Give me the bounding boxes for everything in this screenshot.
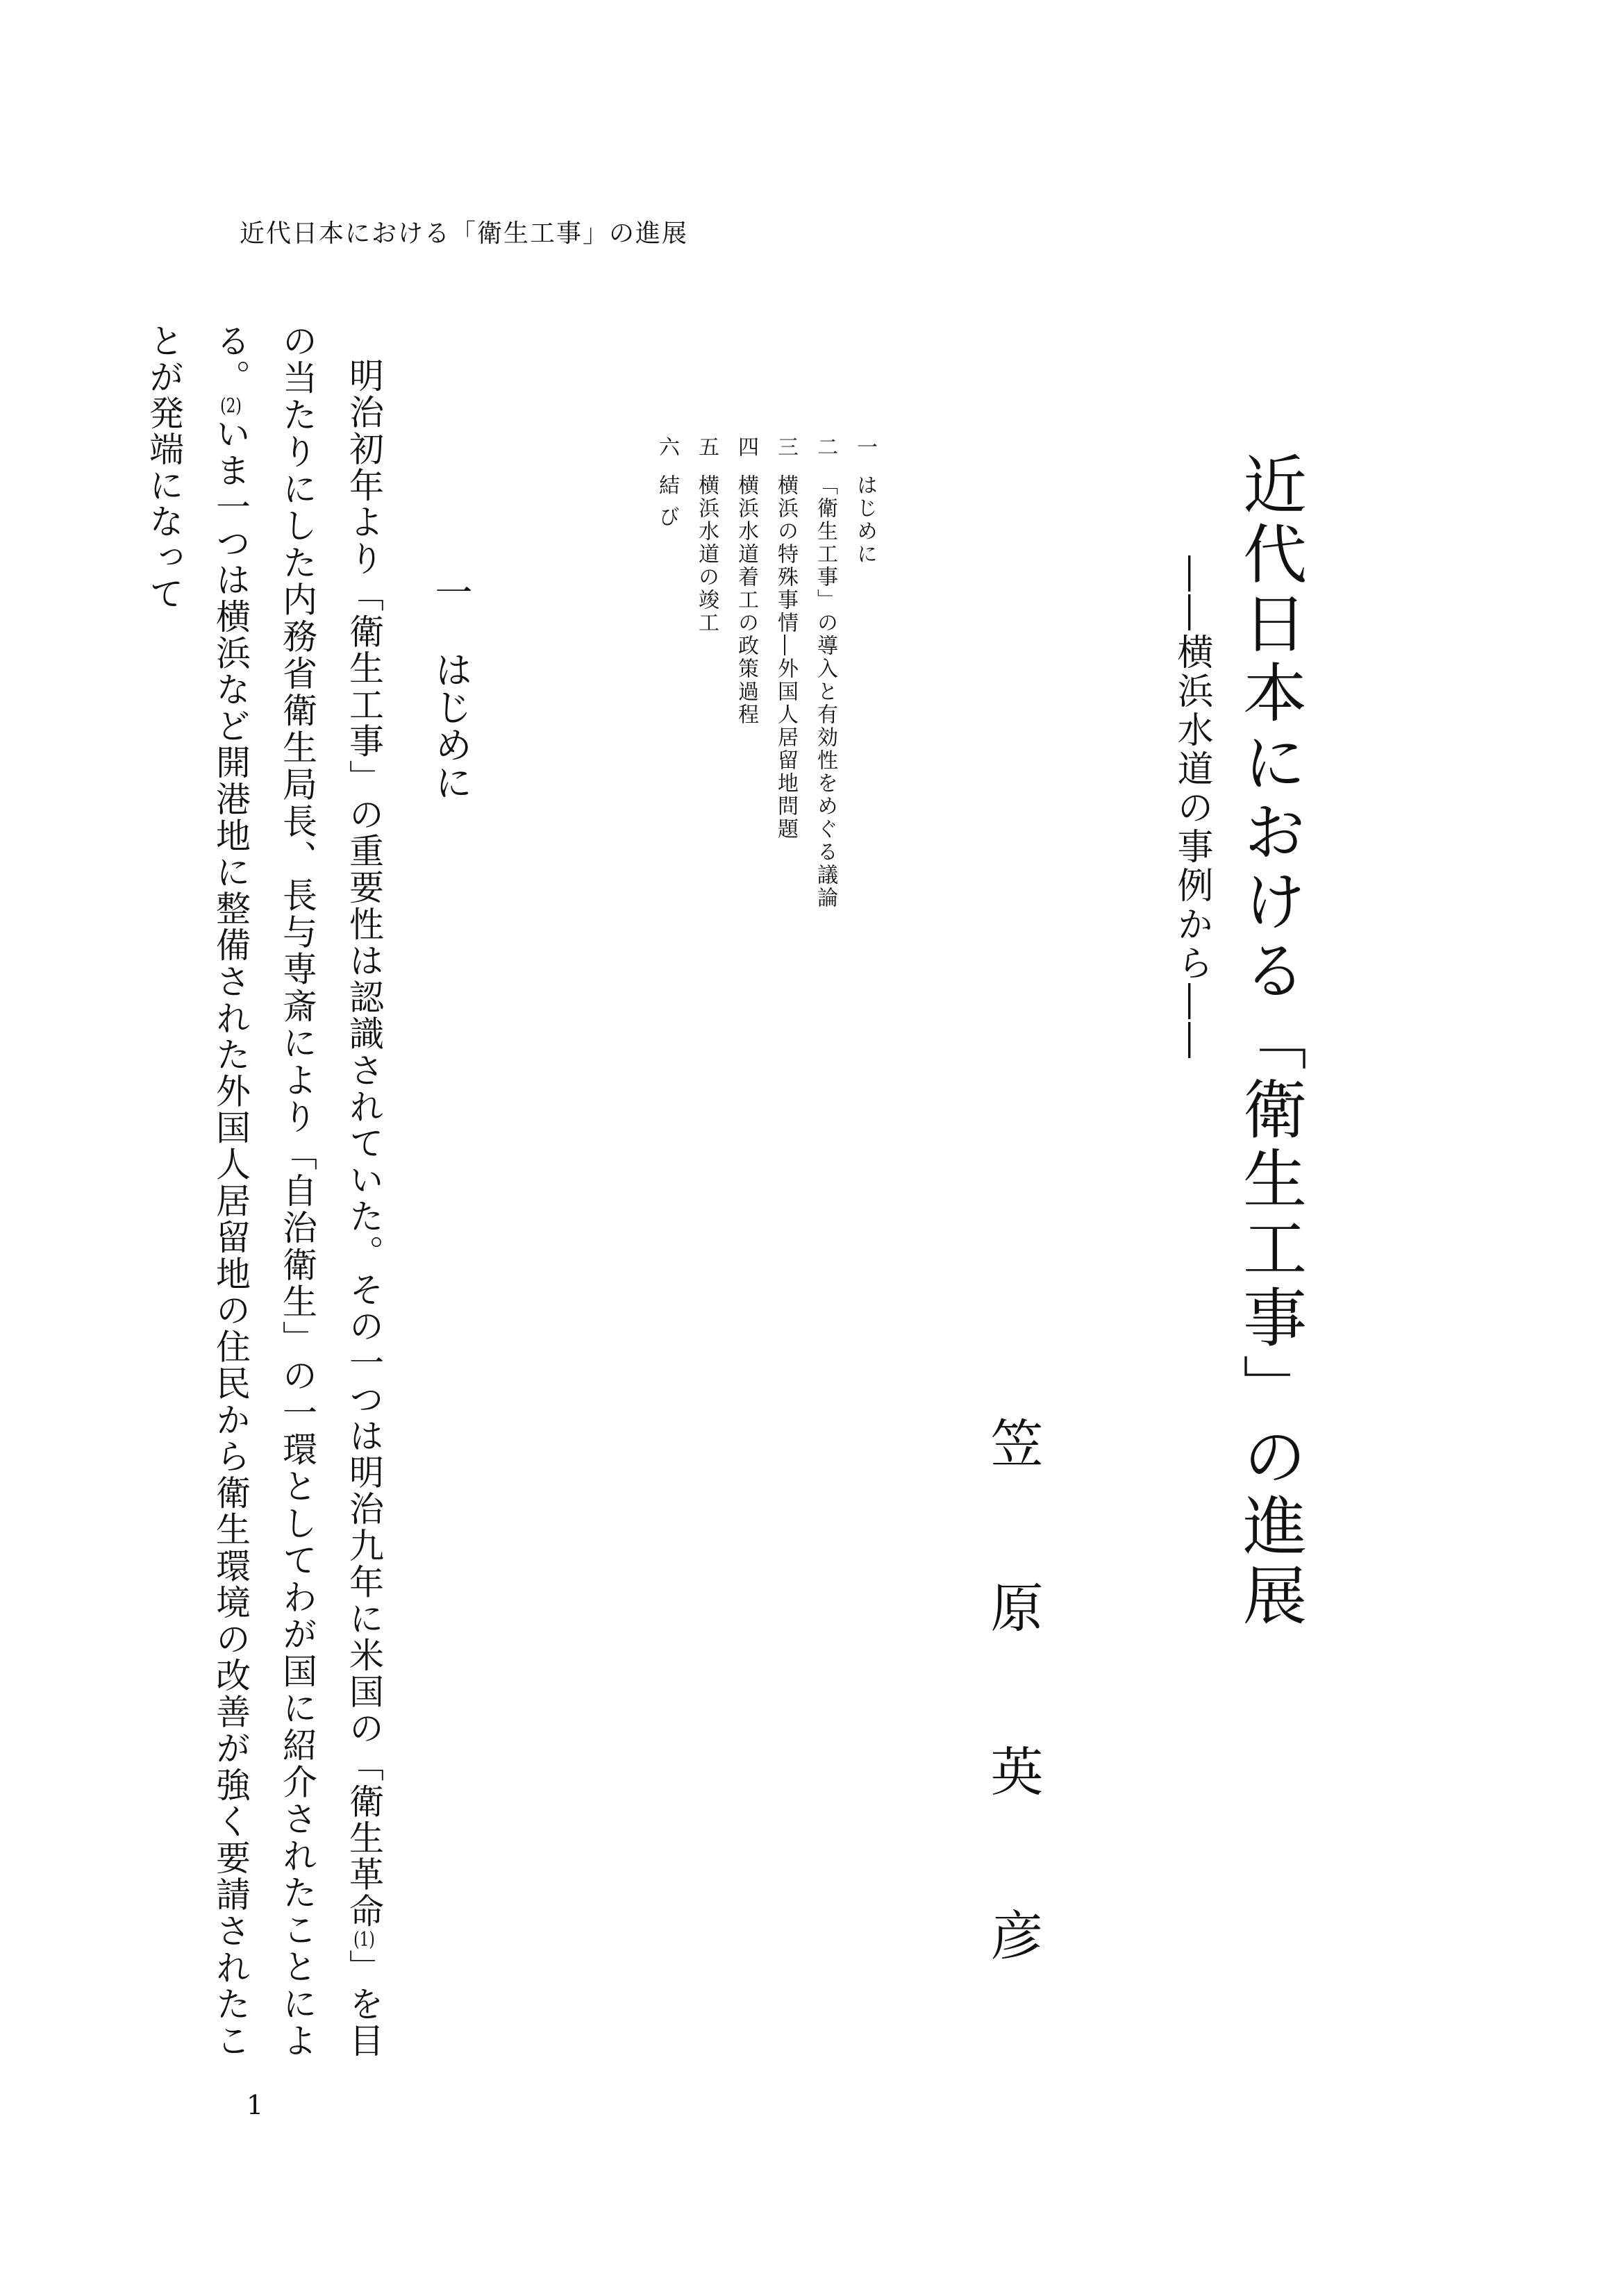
toc-item bbox=[696, 436, 717, 910]
article-subtitle: ――横浜水道の事例から―― bbox=[1171, 555, 1212, 1061]
toc-label: はじめに bbox=[853, 474, 877, 566]
toc-item bbox=[854, 436, 875, 910]
section-label: はじめに bbox=[429, 651, 473, 801]
toc-number: 一 bbox=[853, 436, 877, 459]
section-number: 一 bbox=[429, 573, 473, 610]
toc-number: 三 bbox=[774, 436, 798, 459]
toc-label: 横浜水道の竣工 bbox=[694, 474, 719, 635]
table-of-contents bbox=[656, 436, 875, 910]
body-paragraph bbox=[144, 323, 397, 2059]
toc-number: 五 bbox=[694, 436, 719, 459]
toc-item bbox=[735, 436, 756, 910]
author-name: 笠原英彦 bbox=[982, 1416, 1044, 2072]
article-title: 近代日本における「衛生工事」の進展 bbox=[1233, 451, 1307, 1632]
page-number: 1 bbox=[247, 2090, 264, 2120]
toc-label: 「衛生工事」の導入と有効性をめぐる議論 bbox=[813, 474, 837, 910]
footnote-marker[interactable]: (1) bbox=[353, 1929, 375, 1950]
body-text-part: いま一つは横浜など開港地に整備された外国人居留地の住民から衛生環境の改善が強く要請されたことが発端になって bbox=[144, 323, 251, 2059]
toc-item bbox=[656, 436, 677, 910]
toc-number: 二 bbox=[813, 436, 837, 459]
toc-item bbox=[775, 436, 796, 910]
body-text-part: 明治初年より「衛生工事」の重要性は認識されていた。その一つは明治九年に米国の「衛生革命 bbox=[344, 358, 384, 1930]
running-header: 近代日本における「衛生工事」の進展 bbox=[240, 219, 689, 248]
section-heading bbox=[429, 573, 473, 801]
toc-label: 結 び bbox=[655, 474, 679, 529]
toc-item bbox=[815, 436, 835, 910]
body-text-part: 」を目の当たりにした内務省衛生局長、長与専斎により「自治衛生」の一環としてわが国に紹介されたことによる。 bbox=[210, 323, 384, 2059]
toc-number: 六 bbox=[655, 436, 679, 459]
toc-label: 横浜の特殊事情―外国人居留地問題 bbox=[774, 474, 798, 841]
toc-label: 横浜水道着工の政策過程 bbox=[734, 474, 758, 726]
toc-number: 四 bbox=[734, 436, 758, 459]
footnote-marker[interactable]: (2) bbox=[220, 396, 242, 416]
